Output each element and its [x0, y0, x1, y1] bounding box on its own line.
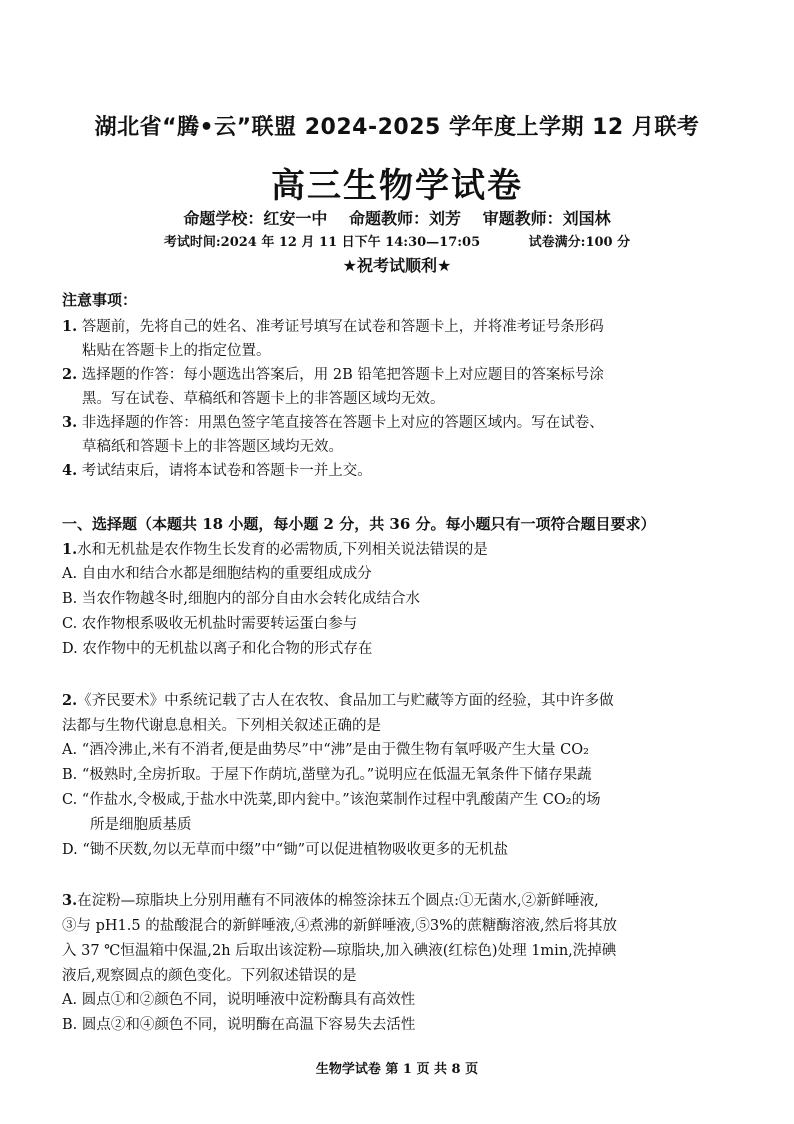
- question-stem: 液后,观察圆点的颜色变化。下列叙述错误的是: [62, 968, 357, 984]
- author-line: [0, 206, 794, 229]
- option: A. 圆点①和②颜色不同，说明唾液中淀粉酶具有高效性: [62, 992, 416, 1008]
- notice-heading: 注意事项：: [62, 291, 138, 309]
- school-text: 命题学校：红安一中: [183, 209, 328, 228]
- notice-item: 4. 考试结束后，请将本试卷和答题卡一并上交。: [62, 462, 372, 479]
- option: B. 当农作物越冬时,细胞内的部分自由水会转化成结合水: [62, 591, 420, 607]
- question-1: 1.水和无机盐是农作物生长发育的必需物质,下列相关说法错误的是: [62, 541, 488, 558]
- exam-title: 湖北省“腾•云”联盟 2024-2025 学年度上学期 12 月联考: [94, 115, 700, 140]
- question-stem: ③与 pH1.5 的盐酸混合的新鲜唾液,④煮沸的新鲜唾液,⑤3%的蔗糖酶溶液,然后将其放: [62, 918, 618, 934]
- question-stem: 法都与生物代谢息息相关。下列相关叙述正确的是: [62, 718, 381, 734]
- option: C. 农作物根系吸收无机盐时需要转运蛋白参与: [62, 616, 358, 632]
- question-stem: 入 37 ℃恒温箱中保温,2h 后取出该淀粉—琼脂块,加入碘液(红棕色)处理 1min,洗掉碘: [62, 943, 617, 959]
- option: D. 农作物中的无机盐以离子和化合物的形式存在: [62, 641, 373, 657]
- reviewer-text: 审题教师：刘国林: [482, 209, 611, 228]
- section-heading: 一、选择题（本题共 18 小题，每小题 2 分，共 36 分。每小题只有一项符合题目要求）: [62, 515, 656, 533]
- notice-item: 3. 非选择题的作答：用黑色签字笔直接答在答题卡上对应的答题区域内。写在试卷、 草稿纸和答题卡上的非答题区域均无效。: [62, 414, 604, 455]
- exam-info-line: [0, 231, 794, 250]
- blessing-text: ★祝考试顺利★: [342, 256, 452, 275]
- option: A. “酒冷沸止,米有不消者,便是曲势尽”中“沸”是由于微生物有氧呼吸产生大量 CO₂: [62, 742, 589, 758]
- option-continued: 所是细胞质基质: [90, 817, 192, 833]
- full-score: 试卷满分:100 分: [528, 235, 631, 250]
- page-footer: 生物学试卷 第 1 页 共 8 页: [315, 1062, 479, 1077]
- question-2: 2.《齐民要术》中系统记载了古人在农牧、食品加工与贮藏等方面的经验，其中许多做 法都与生物代谢息息相关。下列相关叙述正确的是: [62, 688, 738, 739]
- option: A. 自由水和结合水都是细胞结构的重要组成成分: [62, 566, 372, 582]
- author-text: 命题教师：刘芳: [348, 209, 461, 228]
- exam-time: 考试时间:2024 年 12 月 11 日下午 14:30—17:05: [163, 235, 481, 250]
- question-stem: 《齐民要术》中系统记载了古人在农牧、食品加工与贮藏等方面的经验，其中许多做: [77, 693, 614, 709]
- option: B. 圆点②和④颜色不同，说明酶在高温下容易失去活性: [62, 1017, 416, 1033]
- question-3: 3.在淀粉—琼脂块上分别用蘸有不同液体的棉签涂抹五个圆点:①无菌水,②新鲜唾液, ③与 pH1.5 的盐酸混合的新鲜唾液,④煮沸的新鲜唾液,⑤3%的蔗糖酶溶液,然后将其放 入 37 ℃恒温箱中保温,2h 后取出该淀粉—琼脂块,加入碘液(红棕色)处理 1min,洗掉碘 液后,观察圆点的颜色变化。下列叙述错误的是: [62, 888, 738, 989]
- subject-title: 高三生物学试卷: [271, 166, 523, 206]
- notice-item: 2. 选择题的作答：每小题选出答案后，用 2B 铅笔把答题卡上对应题目的答案标号涂 黑。写在试卷、草稿纸和答题卡上的非答题区域均无效。: [62, 366, 604, 407]
- question-stem: 水和无机盐是农作物生长发育的必需物质,下列相关说法错误的是: [77, 542, 488, 558]
- option: D. “锄不厌数,勿以无草而中缀”中“锄”可以促进植物吸收更多的无机盐: [62, 842, 509, 858]
- option: C. “作盐水,令极咸,于盐水中洗菜,即内瓮中。”该泡菜制作过程中乳酸菌产生 CO₂的场: [62, 792, 601, 808]
- option: B. “极熟时,全房折取。于屋下作荫坑,凿壁为孔。”说明应在低温无氧条件下储存果蔬: [62, 767, 592, 783]
- question-stem: 在淀粉—琼脂块上分别用蘸有不同液体的棉签涂抹五个圆点:①无菌水,②新鲜唾液,: [77, 893, 599, 909]
- notice-item: 1. 答题前，先将自己的姓名、准考证号填写在试卷和答题卡上，并将准考证号条形码 粘贴在答题卡上的指定位置。: [62, 318, 604, 359]
